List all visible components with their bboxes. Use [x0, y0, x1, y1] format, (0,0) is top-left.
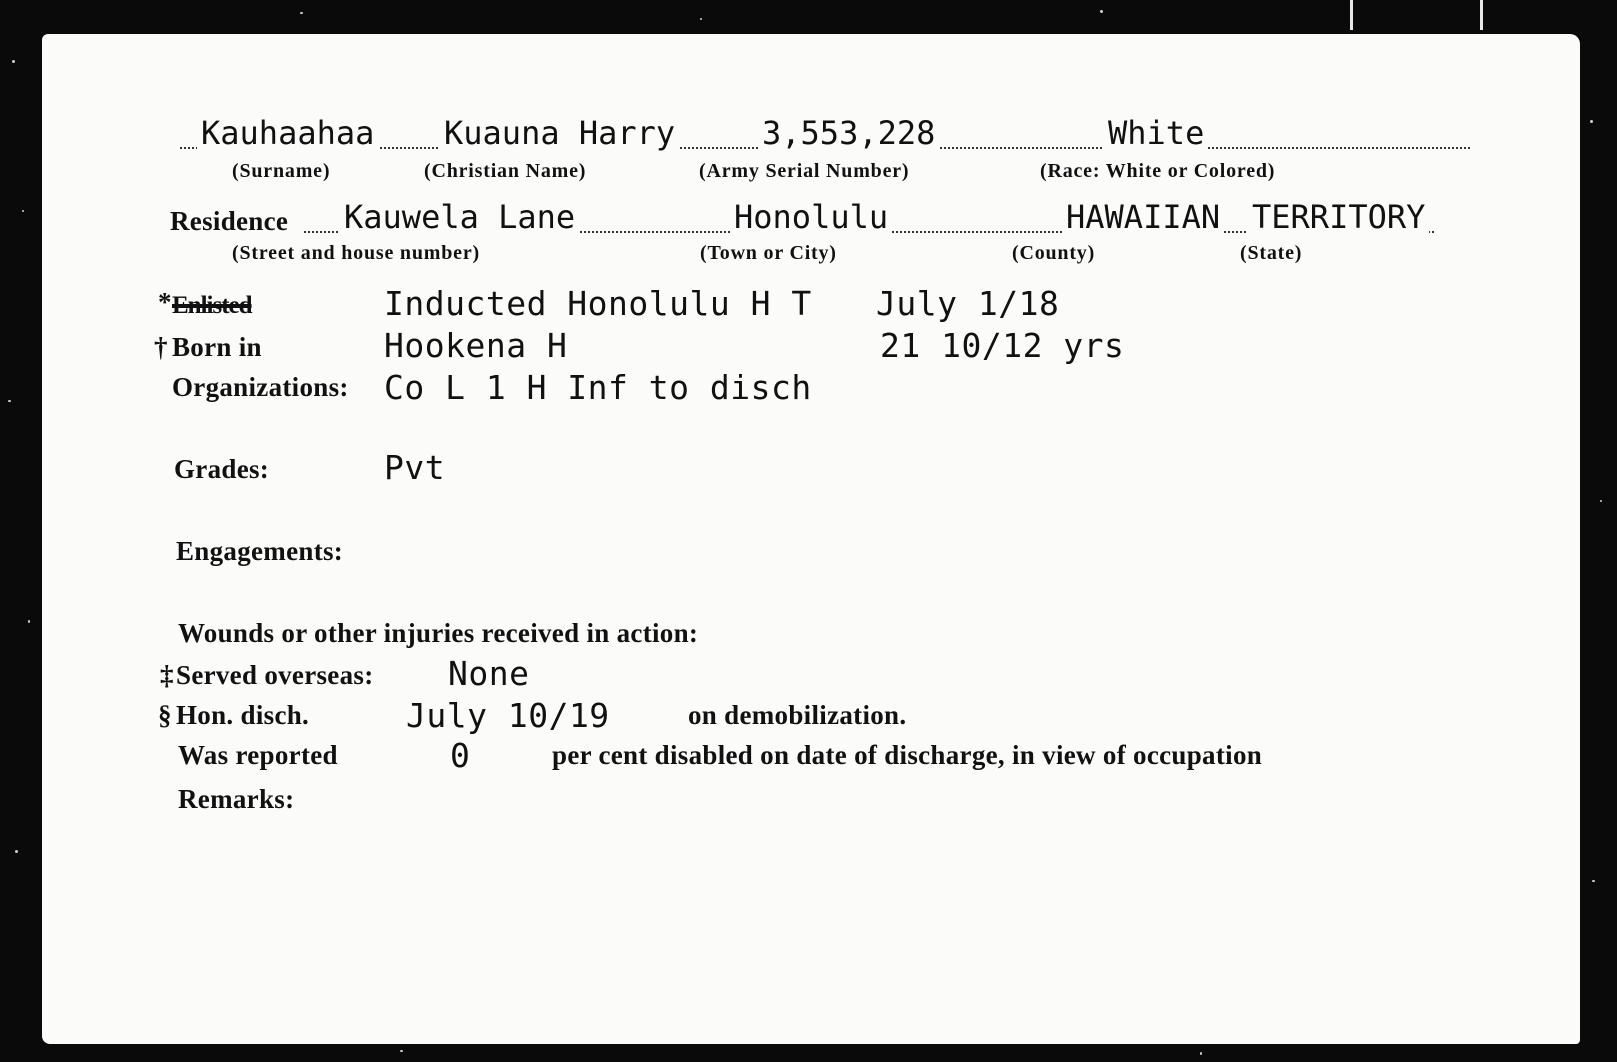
disch-suffix: on demobilization.: [688, 700, 907, 730]
born-label: Born in: [172, 332, 262, 362]
caption-race: (Race: White or Colored): [1040, 160, 1276, 182]
street-value: Kauwela Lane: [340, 198, 579, 236]
caption-state: (State): [1240, 242, 1303, 264]
town-value: Honolulu: [730, 198, 892, 236]
reported-label: Was reported: [178, 740, 338, 770]
county-value: HAWAIIAN: [1062, 198, 1224, 236]
disch-label: Hon. disch.: [176, 700, 310, 730]
caption-serial-number: (Army Serial Number): [699, 160, 910, 182]
reported-suffix: per cent disabled on date of discharge, in view of occupation: [552, 740, 1263, 770]
section-mark: §: [158, 700, 172, 730]
disch-value: July 10/19: [406, 696, 610, 735]
star-mark: *: [158, 287, 172, 317]
organizations-label: Organizations:: [172, 372, 349, 402]
grades-value: Pvt: [384, 448, 446, 487]
age-value: 21 10/12 yrs: [880, 326, 1125, 365]
organizations-value: Co L 1 H Inf to disch: [384, 368, 812, 407]
residence-label: Residence: [170, 206, 292, 237]
record-card: [42, 34, 1580, 1044]
enlisted-date: July 1/18: [876, 284, 1060, 323]
grades-label: Grades:: [174, 454, 270, 484]
engagements-label: Engagements:: [176, 536, 344, 566]
wounds-label: Wounds or other injuries received in action:: [178, 618, 699, 648]
born-value: Hookena H: [384, 326, 568, 365]
enlisted-label: Enlisted: [172, 292, 252, 319]
caption-town: (Town or City): [700, 242, 837, 264]
caption-christian-name: (Christian Name): [424, 160, 587, 182]
enlisted-value: Inducted Honolulu H T: [384, 284, 812, 323]
serial-number-value: 3,553,228: [758, 114, 939, 152]
overseas-label: Served overseas:: [176, 660, 374, 690]
surname-value: Kauhaahaa: [197, 114, 378, 152]
caption-surname: (Surname): [232, 160, 331, 182]
remarks-label: Remarks:: [178, 784, 295, 814]
overseas-value: None: [448, 654, 530, 693]
christian-name-value: Kuauna Harry: [440, 114, 679, 152]
caption-street: (Street and house number): [232, 242, 480, 264]
reported-value: 0: [450, 736, 471, 775]
dagger-mark: †: [154, 332, 168, 362]
race-value: White: [1104, 114, 1208, 152]
state-value: TERRITORY: [1248, 198, 1429, 236]
caption-county: (County): [1012, 242, 1096, 264]
ddagger-mark: ‡: [160, 660, 174, 690]
